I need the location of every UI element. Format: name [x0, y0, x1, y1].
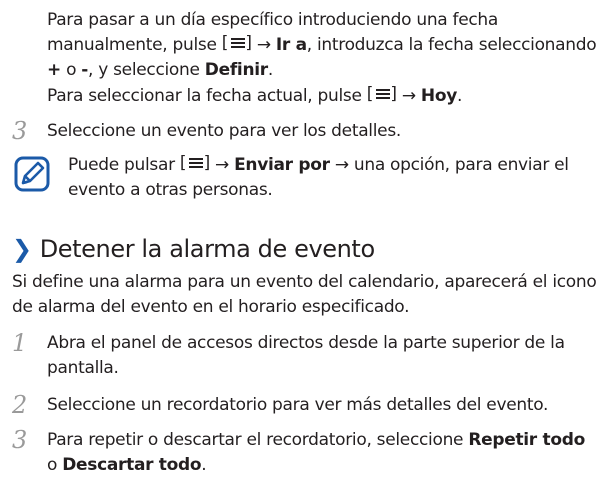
step-number: 3 [12, 117, 28, 145]
section-intro: Si define una alarma para un evento del calendario, aparecerá el icono de alarma del evento en el horario especificado. [12, 272, 597, 317]
step-text: Para repetir o descartar el recordatorio, seleccione Repetir todo o Descartar todo. [47, 430, 585, 475]
chevron-right-icon: ❯ [12, 235, 32, 263]
bold-enviar-por: Enviar por [234, 155, 330, 175]
step-number: 1 [12, 329, 28, 357]
menu-key-icon [367, 87, 397, 102]
step-text: Seleccione un recordatorio para ver más detalles del evento. [47, 395, 549, 415]
step-number: 3 [12, 426, 28, 454]
step-text: Seleccione un evento para ver los detalles. [47, 121, 401, 141]
paragraph-today: Para seleccionar la fecha actual, pulse [ ] → Hoy. [47, 84, 602, 109]
note-pencil-icon [14, 156, 50, 192]
bold-ir-a: Ir a [275, 35, 307, 55]
bold-repetir-todo: Repetir todo [468, 430, 585, 450]
step-text: Abra el panel de accesos directos desde la parte superior de la pantalla. [47, 333, 565, 378]
step-number: 2 [12, 391, 28, 419]
menu-key-icon [180, 156, 210, 171]
menu-key-icon [222, 36, 252, 51]
bold-descartar-todo: Descartar todo [62, 455, 202, 475]
section-heading: ❯ Detener la alarma de evento [12, 235, 375, 263]
bold-hoy: Hoy [420, 86, 457, 106]
bold-definir: Definir [204, 60, 268, 80]
note-text: Puede pulsar [ ] → Enviar por → una opción, para enviar el evento a otras personas. [68, 153, 603, 203]
paragraph-go-to-date: Para pasar a un día específico introduciendo una fecha manualmente, pulse [ ] → Ir a, introduzca la fecha seleccionando + o -, y seleccione Definir. [47, 8, 602, 83]
